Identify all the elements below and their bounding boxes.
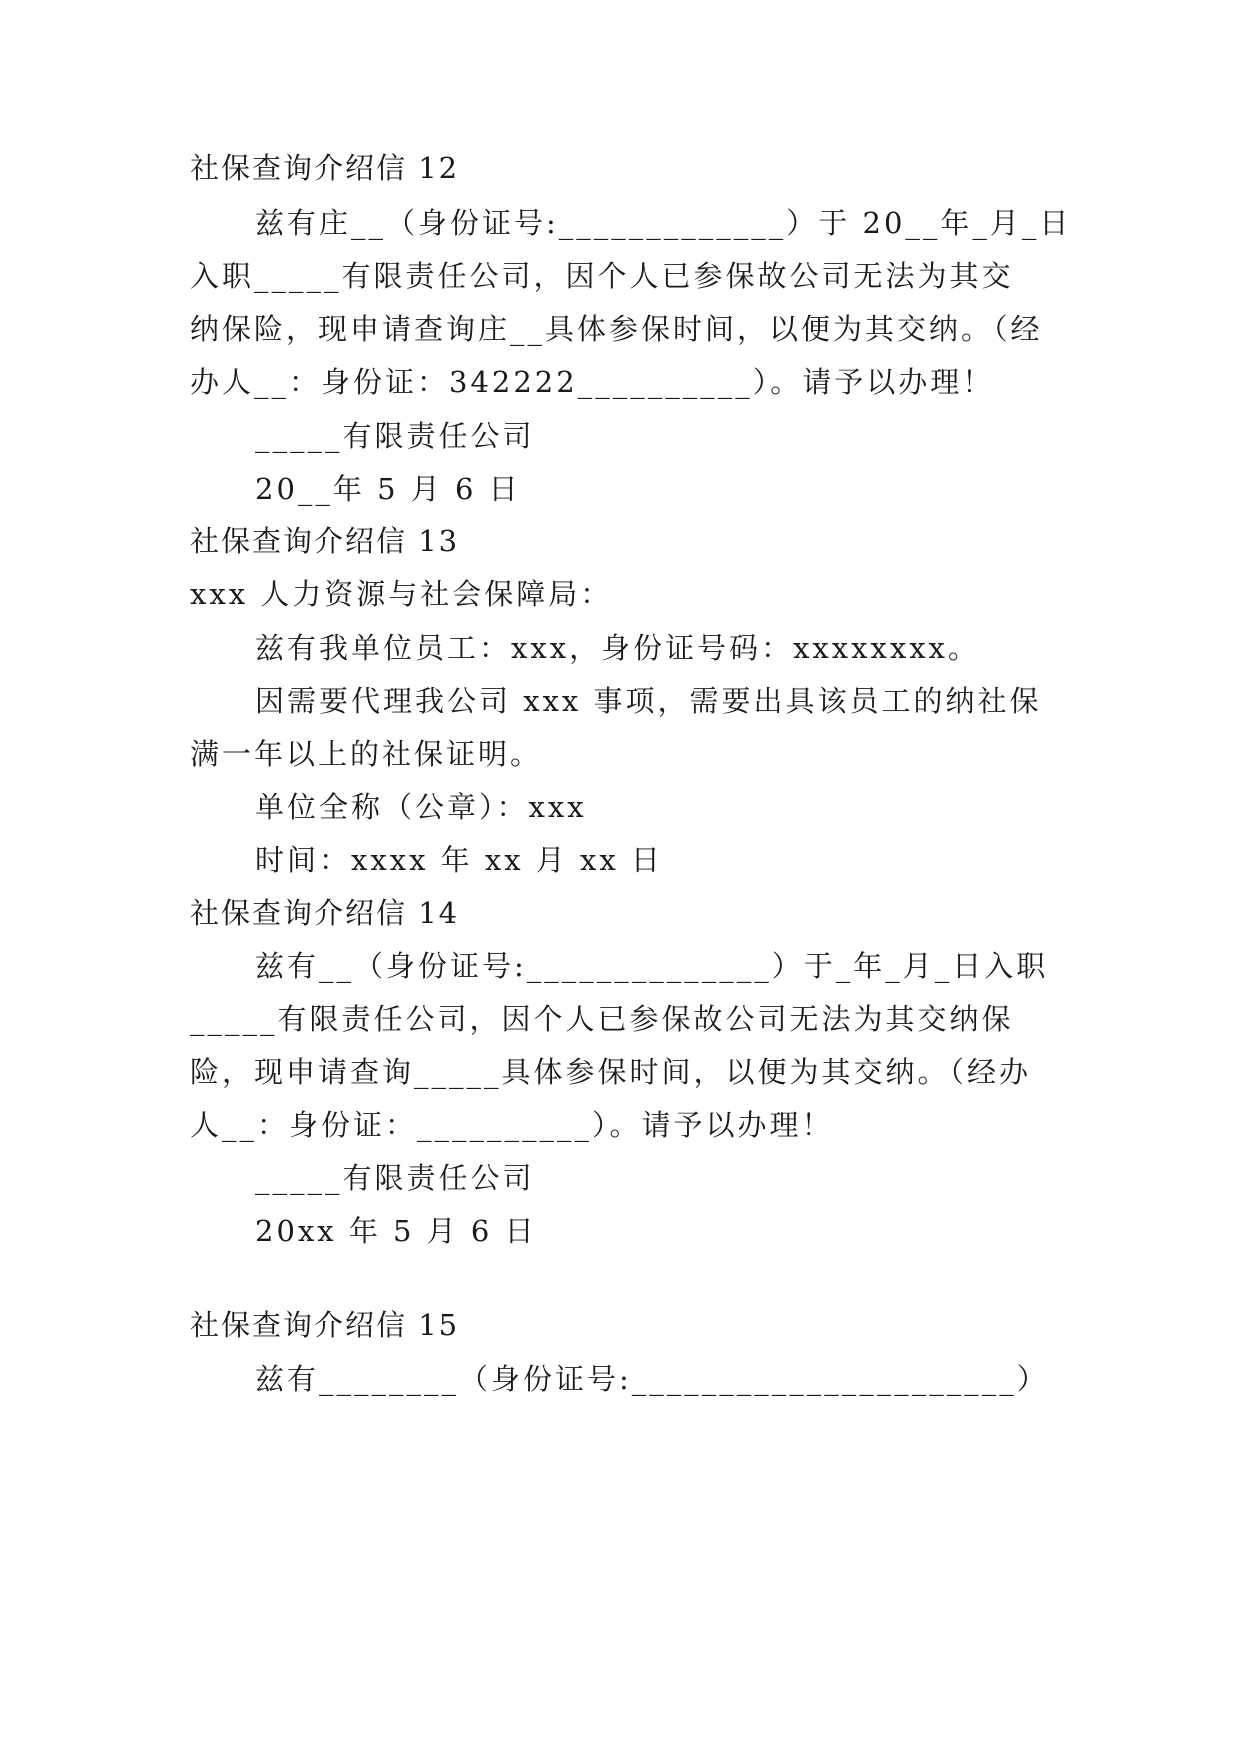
letter-14-company: _____有限责任公司 — [255, 1161, 535, 1195]
letter-14-body-line-2: _____有限责任公司，因个人已参保故公司无法为其交纳保 — [190, 1002, 1014, 1036]
letter-15-body-line-1: 兹有________（身份证号:______________________） — [255, 1362, 1049, 1396]
letter-14-date: 20xx 年 5 月 6 日 — [255, 1214, 537, 1248]
letter-13-line-1: 兹有我单位员工：xxx，身份证号码：xxxxxxxx。 — [255, 631, 980, 665]
letter-12-body-line-3: 纳保险，现申请查询庄__具体参保时间，以便为其交纳。（经 — [190, 312, 1043, 346]
letter-14-title: 社保查询介绍信 14 — [190, 896, 460, 930]
letter-12-title: 社保查询介绍信 12 — [190, 151, 460, 185]
letter-15-title: 社保查询介绍信 15 — [190, 1308, 460, 1342]
letter-12-date: 20__年 5 月 6 日 — [255, 472, 521, 506]
letter-14-body-line-3: 险，现申请查询_____具体参保时间，以便为其交纳。（经办 — [190, 1055, 1032, 1089]
letter-13-unit: 单位全称（公章）：xxx — [255, 790, 587, 824]
letter-12-body-line-1: 兹有庄__（身份证号:_____________）于 20__年_月_日 — [255, 206, 1072, 240]
letter-13-line-2a: 因需要代理我公司 xxx 事项，需要出具该员工的纳社保 — [255, 684, 1042, 718]
letter-12-company: _____有限责任公司 — [255, 419, 535, 453]
letter-13-recipient: xxx 人力资源与社会保障局： — [190, 577, 613, 611]
letter-13-title: 社保查询介绍信 13 — [190, 524, 460, 558]
letter-12-body-line-2: 入职_____有限责任公司，因个人已参保故公司无法为其交 — [190, 259, 1014, 293]
letter-13-line-2b: 满一年以上的社保证明。 — [190, 737, 543, 771]
letter-13-time: 时间：xxxx 年 xx 月 xx 日 — [255, 843, 663, 877]
letter-14-body-line-1: 兹有__（身份证号:______________）于_年_月_日入职 — [255, 949, 1049, 983]
letter-14-body-line-4: 人__：身份证：__________）。请予以办理！ — [190, 1108, 834, 1142]
letter-12-body-line-4: 办人__：身份证：342222__________）。请予以办理！ — [190, 365, 995, 399]
